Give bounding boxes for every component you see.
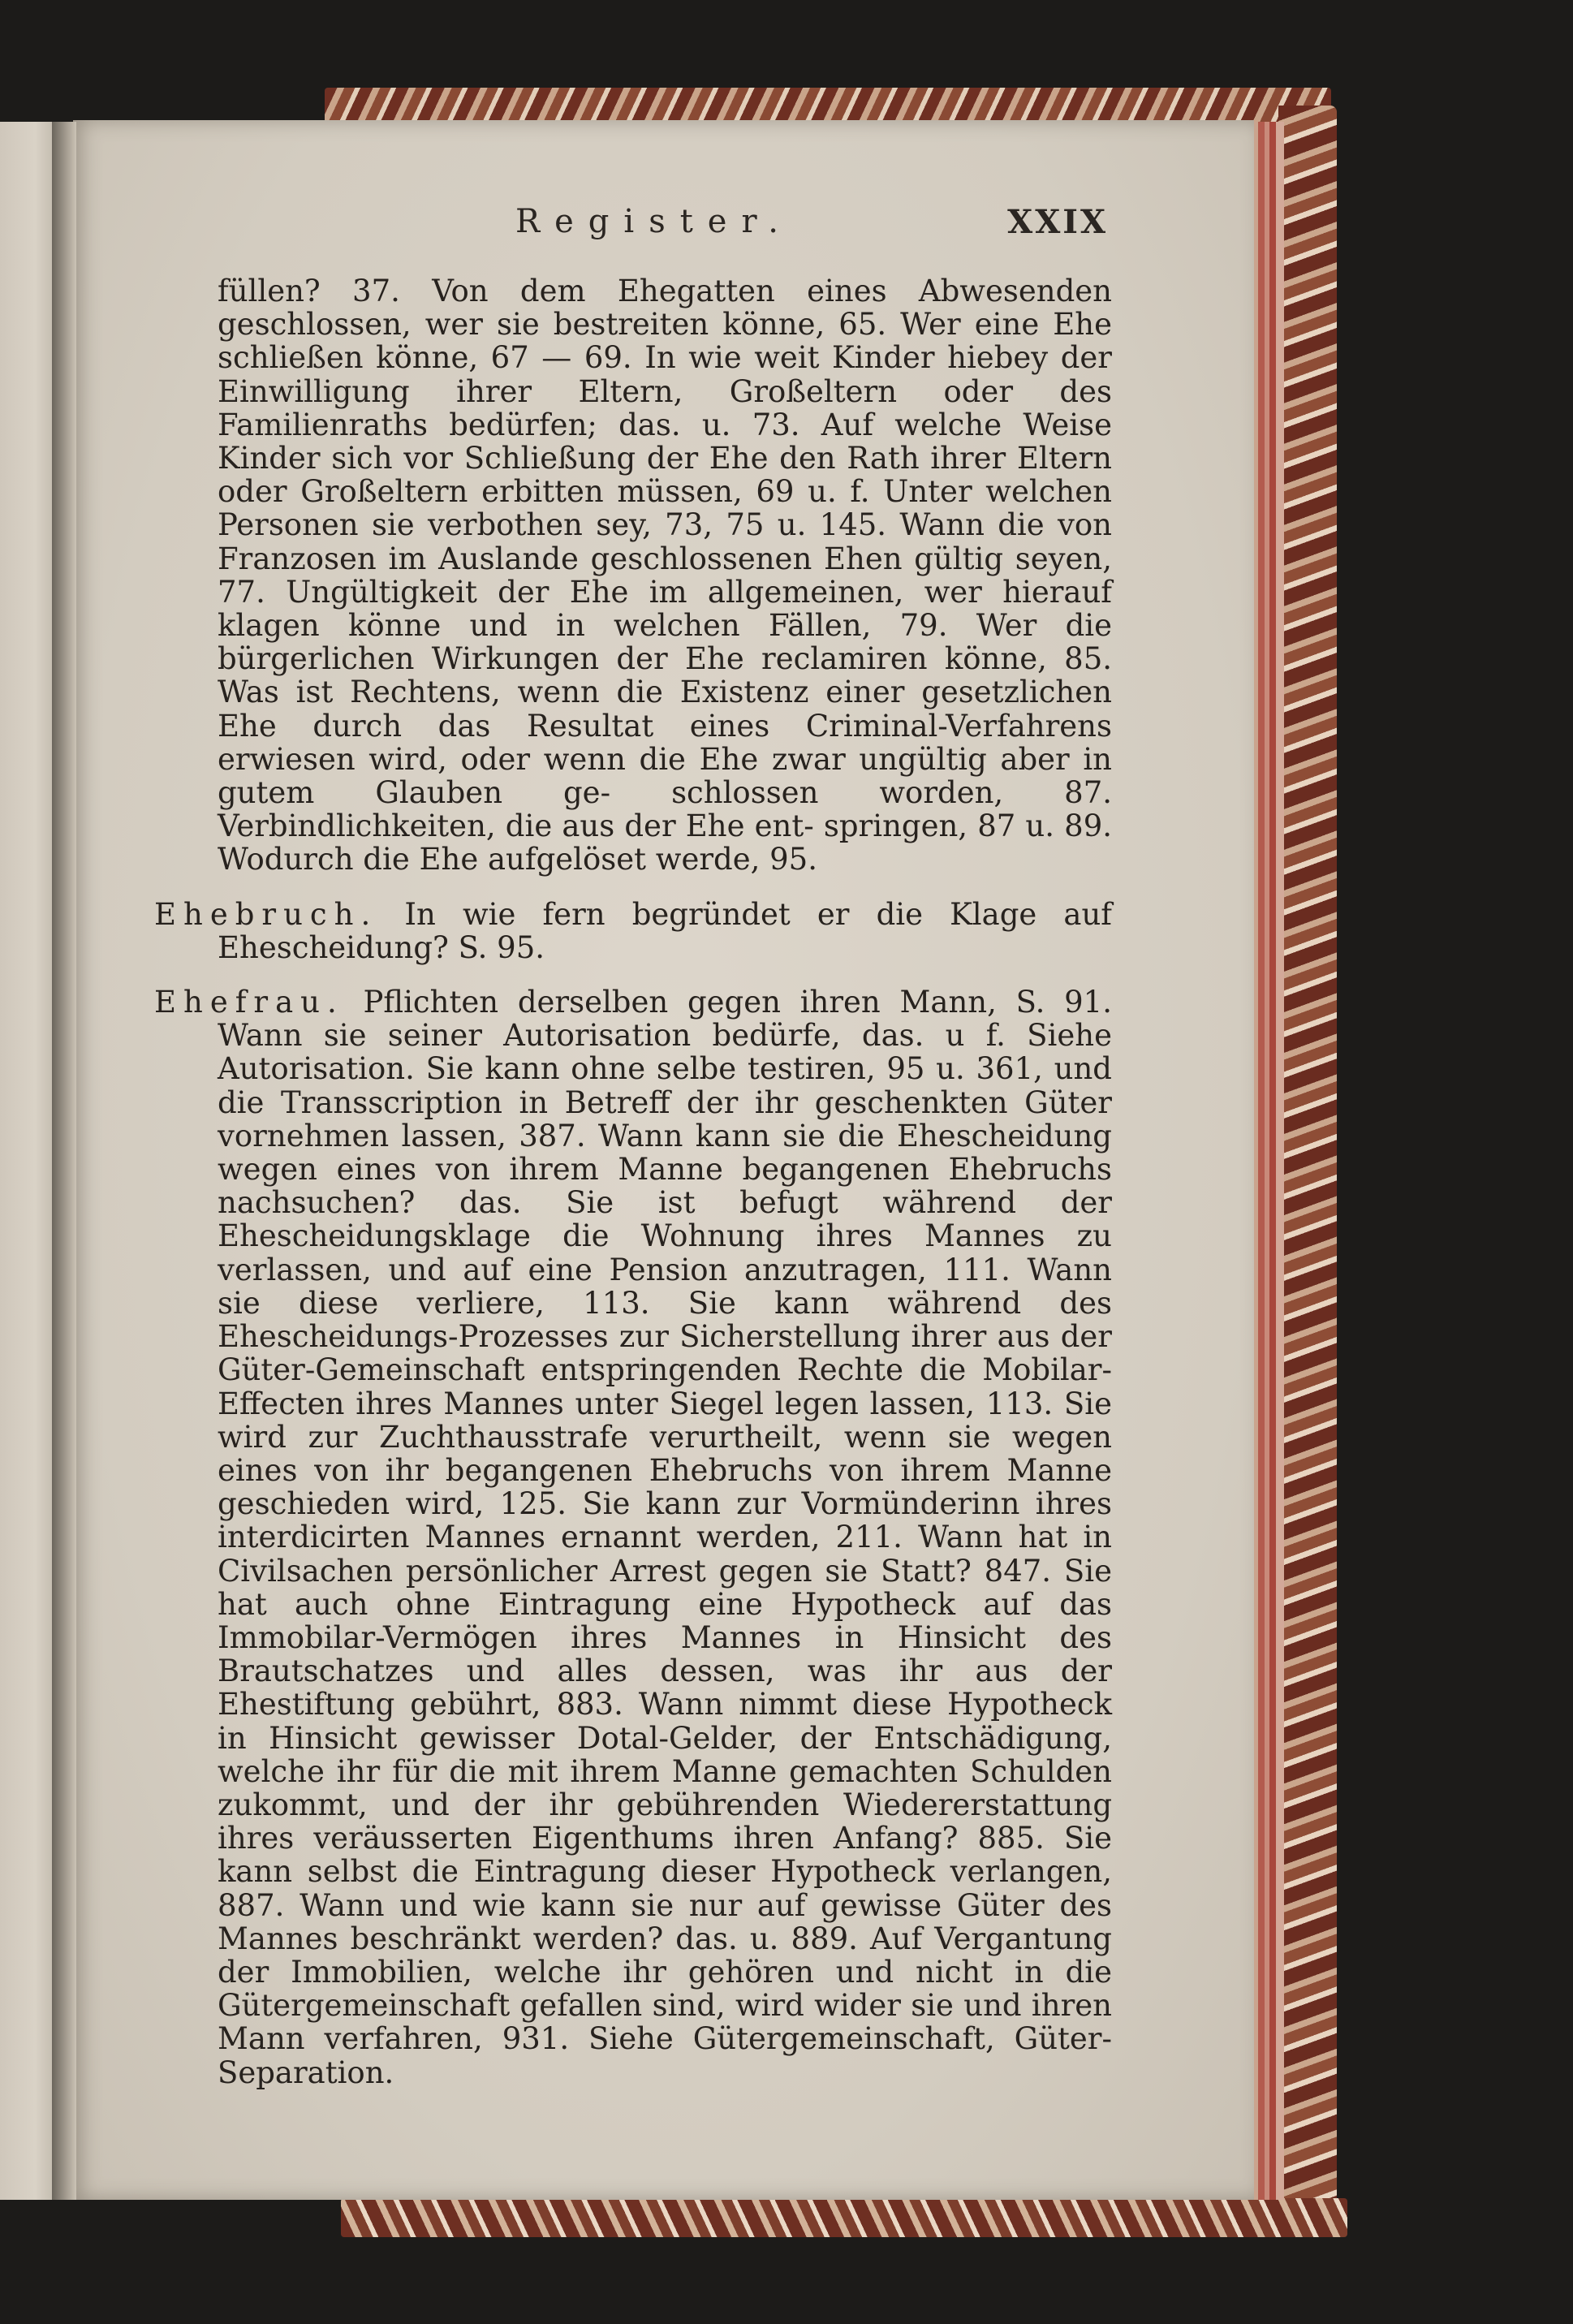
text-line: gültig seyen, 77. Ungültigkeit der Ehe im allgemeinen, wer <box>218 541 1112 610</box>
entry-text: Pflichten derselben gegen ihren Mann, S. 91. Wann sie seiner Autorisation bedürfe, das. u f. Siehe Autorisation. Sie kann ohne selbe testiren, 95 u. 361, und die Transscription in Betreff der ihr geschenkten Güter vornehmen lassen, 387. Wann kann sie die Ehescheidung wegen eines von ihrem Manne begangenen Ehebruchs nachsuchen? das. Sie ist befugt während der Ehescheidungsklage die Wohnung ihres Mannes zu verlassen, und auf eine Pension anzutragen, 111. Wann sie diese verliere, 113. Sie kann während des Ehescheidungs-Prozesses zur Sicherstellung ihrer aus der Güter-Gemeinschaft entspringenden Rechte die Mobilar-Effecten ihres Mannes unter Siegel legen lassen, 113. Sie wird zur Zuchthausstrafe verurtheilt, wenn sie wegen eines von ihr begangenen Ehebruchs von ihrem Manne geschieden wird, 125. Sie kann zur Vormünderinn ihres interdicirten Mannes ernannt werden, 211. Wann hat in Civilsachen persönlicher Arrest gegen sie Statt? 847. Sie hat auch ohne Eintragung eine Hypotheck auf das Immobilar-Vermögen ihres Mannes in Hinsicht des Brautschatzes und alles dessen, was ihr aus der Ehestiftung gebührt, 883. Wann nimmt diese Hypotheck in Hinsicht gewisser Dotal-Gelder, der Entschädigung, welche ihr für die mit ihrem Manne gemachten Schulden zukommt, und der ihr gebührenden Wiedererstattung ihres veräusserten Eigenthums ihren Anfang? 885. Sie kann selbst die Eintragung dieser Hypotheck verlangen, 887. Wann und wie kann sie nur auf gewisse Güter des Mannes beschränkt werden? das. u. 889. Auf Vergantung der Immobilien, welche ihr gehören und nicht in die Gütergemeinschaft gefallen sind, wird wider sie und ihren Mann verfahren, 931. Siehe Gütergemeinschaft, Güter-Separation. <box>218 985 1112 2090</box>
text-line: springen, 87 u. 89. Wodurch die Ehe aufgelöset werde, 95. <box>218 808 1112 877</box>
marbled-bottom-edge <box>341 2198 1347 2237</box>
text-line: Wann die von Franzosen im Auslande geschlossenen Ehen <box>218 507 1112 576</box>
spine-shadow <box>52 122 76 2200</box>
text-line: den Rath ihrer Eltern oder Großeltern erbitten müssen, 69 u. <box>218 441 1112 510</box>
register-entry-ehefrau <box>154 985 1112 2089</box>
red-page-edges <box>1250 122 1284 2200</box>
text-line: füllen? 37. Von dem Ehegatten eines Abwesenden geschlossen, <box>218 274 1112 343</box>
page-header <box>215 203 1108 252</box>
marbled-fore-edge <box>1278 106 1337 2232</box>
text-line: oder wenn die Ehe zwar ungültig aber in gutem Glauben ge- <box>218 741 1112 811</box>
register-entry-ehebruch <box>154 898 1112 964</box>
text-line: f. Unter welchen Personen sie verbothen sey, 73, 75 u. 145. <box>218 474 1112 543</box>
text-line: Eltern, Großeltern oder des Familienraths bedürfen; das. u. <box>218 373 1112 442</box>
text-line: ist Rechtens, wenn die Existenz einer gesetzlichen Ehe durch <box>218 675 1112 744</box>
entry-text: In wie fern begründet er die Klage auf Ehescheidung? S. 95. <box>218 896 1112 965</box>
text-line: 73. Auf welche Weise Kinder sich vor Schließung der Ehe <box>218 407 1112 476</box>
continuation-entry <box>154 274 1112 877</box>
text-line: wer sie bestreiten könne, 65. Wer eine Ehe schließen könne, <box>218 307 1112 376</box>
text-line: das Resultat eines Criminal-Verfahrens erwiesen wird, <box>218 708 1112 777</box>
text-line: schlossen worden, 87. Verbindlichkeiten, die aus der Ehe ent- <box>218 775 1113 844</box>
text-line: bürgerlichen Wirkungen der Ehe reclamiren könne, 85. Was <box>218 641 1112 710</box>
page-number: XXIX <box>1007 203 1108 241</box>
running-head: Register. <box>515 203 793 240</box>
entry-headword: Ehefrau. <box>154 985 344 1020</box>
text-line: 67 — 69. In wie weit Kinder hiebey der Einwilligung ihrer <box>218 340 1112 409</box>
facing-page-edge <box>0 122 58 2200</box>
register-text <box>154 274 1112 2089</box>
entry-headword: Ehebruch. <box>154 896 378 932</box>
text-line: hierauf klagen könne und in welchen Fällen, 79. Wer die <box>218 574 1112 644</box>
